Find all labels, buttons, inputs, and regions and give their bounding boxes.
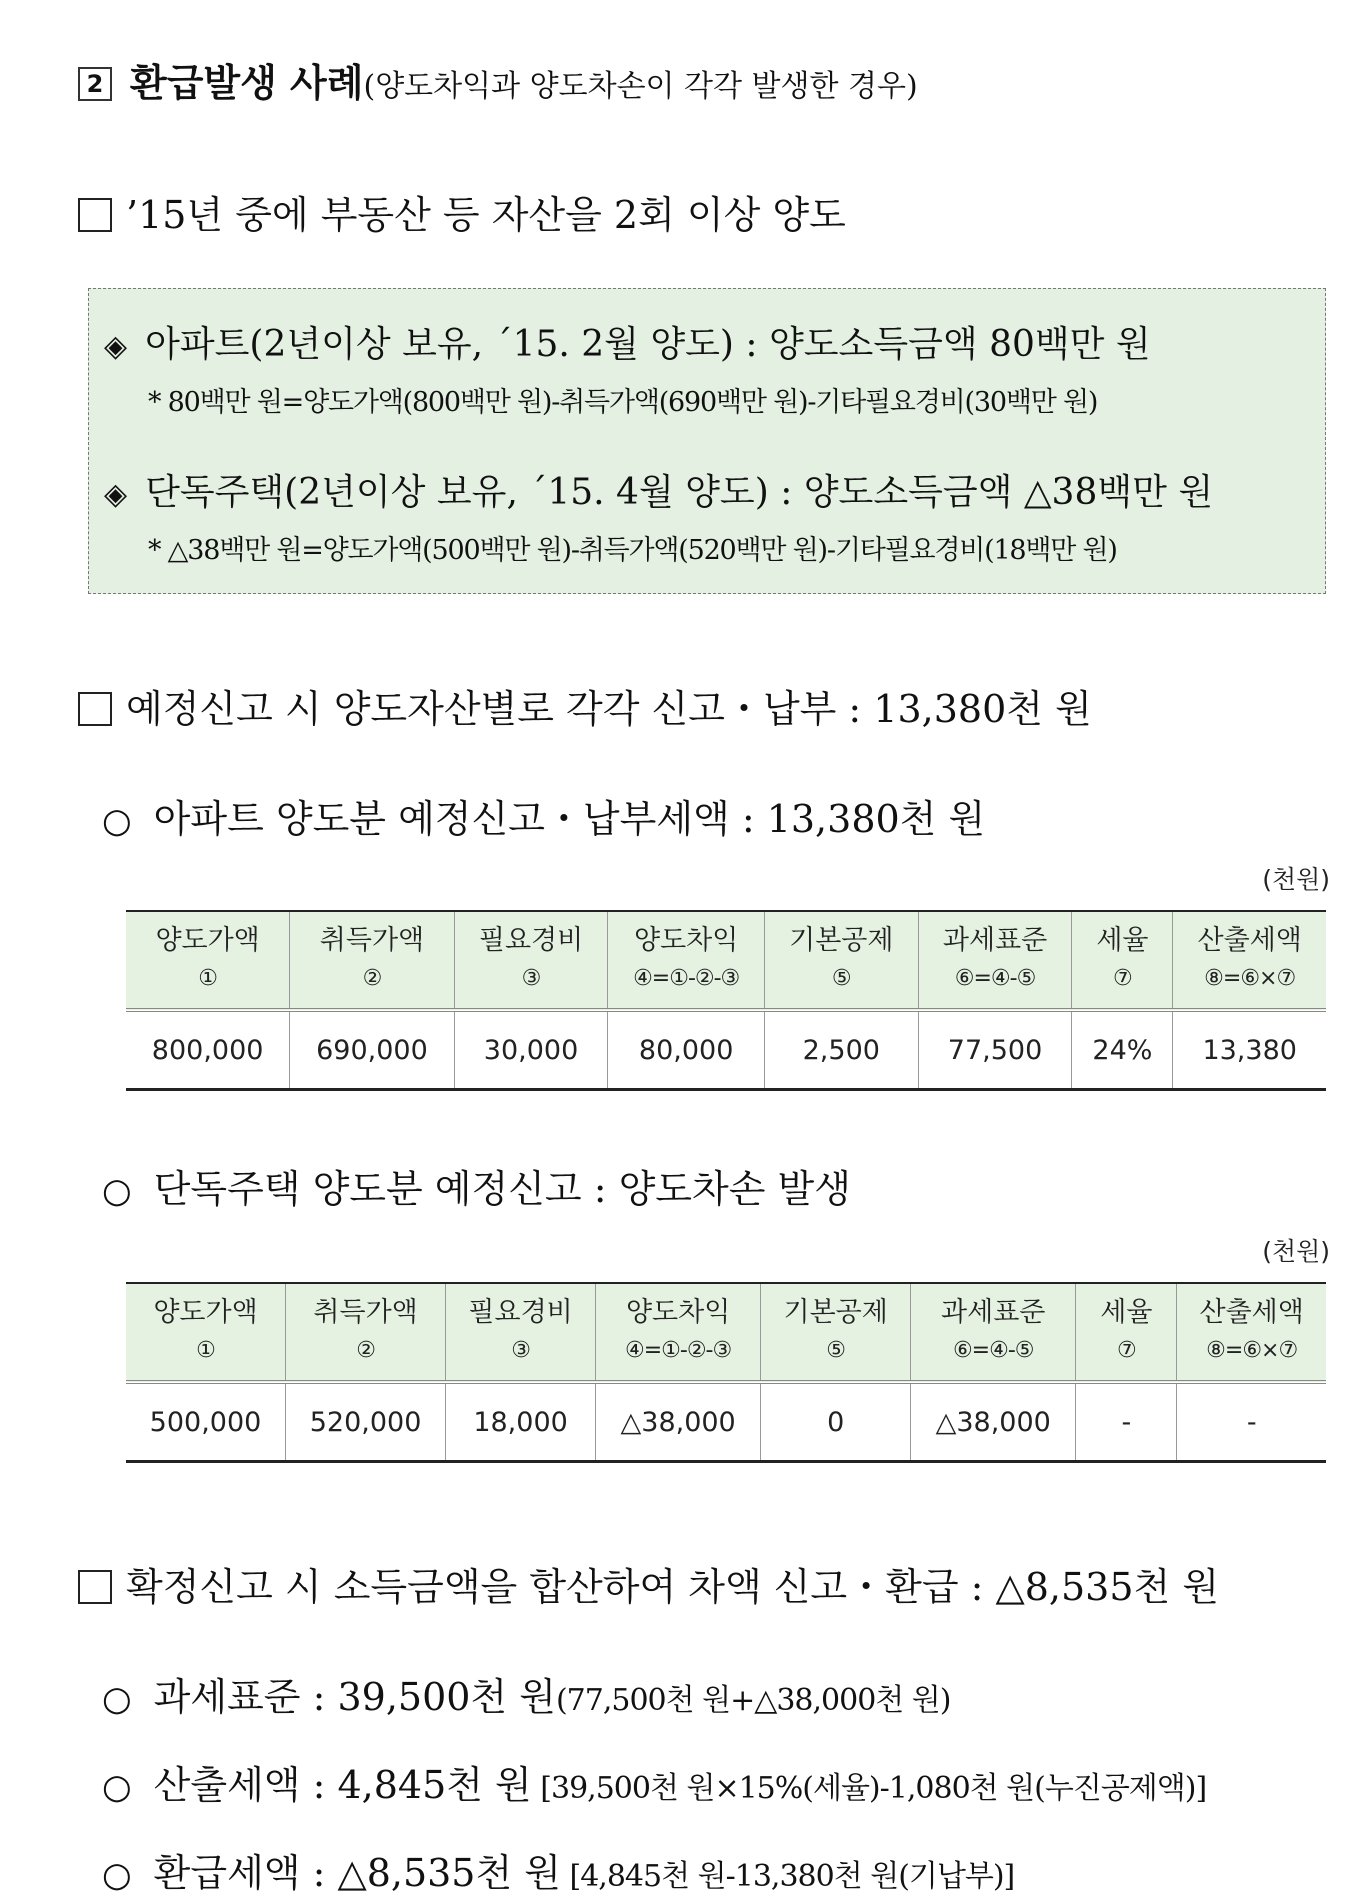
col-header: 양도가액 ①	[126, 911, 290, 1010]
unit-label: (천원)	[1262, 1237, 1330, 1266]
house-tax-table	[126, 1282, 1326, 1463]
final-line-computed-tax	[102, 1754, 1206, 1809]
checkbox-square-icon	[78, 198, 112, 232]
table-cell: 500,000	[126, 1382, 285, 1462]
final-line-tax-base	[102, 1666, 951, 1721]
table-header-row	[126, 911, 1326, 1010]
table-cell: 520,000	[285, 1382, 445, 1462]
section-subtitle: (양도차익과 양도차손이 각각 발생한 경우)	[363, 69, 918, 104]
table-row	[126, 1382, 1326, 1462]
section-title-text: 환급발생 사례	[130, 60, 364, 105]
table-header-row	[126, 1283, 1326, 1382]
circle-bullet-icon: ○	[102, 801, 132, 841]
table-cell: 13,380	[1173, 1010, 1326, 1090]
table-row	[126, 1010, 1326, 1090]
table-cell: 2,500	[764, 1010, 918, 1090]
table-cell: 24%	[1072, 1010, 1173, 1090]
table-cell: 80,000	[608, 1010, 764, 1090]
final-heading	[78, 1556, 1219, 1611]
final-line-detail: (77,500천 원+△38,000천 원)	[555, 1683, 951, 1718]
preliminary-heading-text: 예정신고 시 양도자산별로 각각 신고・납부 : 13,380천 원	[126, 687, 1092, 731]
example-item-2-text: 단독주택(2년이상 보유, ´15. 4월 양도) : 양도소득금액 △38백만 원	[145, 472, 1214, 513]
section-title	[78, 52, 918, 107]
final-line-main: 환급세액 : △8,535천 원	[153, 1851, 561, 1895]
col-header: 양도가액 ①	[126, 1283, 285, 1382]
house-heading-text: 단독주택 양도분 예정신고 : 양도차손 발생	[153, 1167, 851, 1211]
table-cell: 18,000	[446, 1382, 596, 1462]
table-cell: 30,000	[454, 1010, 608, 1090]
table-cell: -	[1177, 1382, 1326, 1462]
intro-heading-text: ’15년 중에 부동산 등 자산을 2회 이상 양도	[126, 193, 846, 237]
final-line-main: 산출세액 : 4,845천 원	[153, 1763, 532, 1807]
apartment-heading	[102, 788, 985, 843]
diamond-bullet-icon: ◈	[104, 329, 128, 364]
circle-bullet-icon: ○	[102, 1767, 132, 1807]
final-heading-text: 확정신고 시 소득금액을 합산하여 차액 신고・환급 : △8,535천 원	[126, 1565, 1220, 1609]
section-number-box: 2	[78, 67, 112, 101]
final-line-refund	[102, 1842, 1014, 1897]
table-cell: -	[1076, 1382, 1177, 1462]
col-header: 취득가액 ②	[290, 911, 454, 1010]
house-heading	[102, 1158, 851, 1213]
col-header: 필요경비 ③	[454, 911, 608, 1010]
table-cell: 0	[761, 1382, 911, 1462]
col-header: 기본공제 ⑤	[761, 1283, 911, 1382]
col-header: 세율 ⑦	[1072, 911, 1173, 1010]
preliminary-heading	[78, 678, 1092, 733]
circle-bullet-icon: ○	[102, 1855, 132, 1895]
circle-bullet-icon: ○	[102, 1679, 132, 1719]
checkbox-square-icon	[78, 692, 112, 726]
col-header: 기본공제 ⑤	[764, 911, 918, 1010]
diamond-bullet-icon: ◈	[104, 477, 128, 512]
final-line-main: 과세표준 : 39,500천 원	[153, 1675, 556, 1719]
col-header: 과세표준 ⑥=④-⑤	[911, 1283, 1076, 1382]
col-header: 양도차익 ④=①-②-③	[595, 1283, 760, 1382]
checkbox-square-icon	[78, 1570, 112, 1604]
col-header: 과세표준 ⑥=④-⑤	[918, 911, 1072, 1010]
table-cell: △38,000	[911, 1382, 1076, 1462]
table-cell: 690,000	[290, 1010, 454, 1090]
final-line-detail: [4,845천 원-13,380천 원(기납부)]	[560, 1859, 1015, 1894]
example-item-2	[104, 464, 1213, 515]
example-note-1: * 80백만 원=양도가액(800백만 원)-취득가액(690백만 원)-기타필요경비(30백만 원)	[148, 387, 1098, 418]
table-cell: 800,000	[126, 1010, 290, 1090]
unit-label: (천원)	[1262, 865, 1330, 894]
col-header: 산출세액 ⑧=⑥×⑦	[1177, 1283, 1326, 1382]
col-header: 산출세액 ⑧=⑥×⑦	[1173, 911, 1326, 1010]
col-header: 세율 ⑦	[1076, 1283, 1177, 1382]
col-header: 취득가액 ②	[285, 1283, 445, 1382]
col-header: 필요경비 ③	[446, 1283, 596, 1382]
example-note-2: * △38백만 원=양도가액(500백만 원)-취득가액(520백만 원)-기타필요경비(18백만 원)	[148, 535, 1117, 566]
circle-bullet-icon: ○	[102, 1171, 132, 1211]
example-item-1	[104, 316, 1151, 367]
table-cell: △38,000	[595, 1382, 760, 1462]
table-cell: 77,500	[918, 1010, 1072, 1090]
example-item-1-text: 아파트(2년이상 보유, ´15. 2월 양도) : 양도소득금액 80백만 원	[145, 324, 1151, 365]
apartment-tax-table	[126, 910, 1326, 1091]
intro-heading	[78, 184, 846, 239]
col-header: 양도차익 ④=①-②-③	[608, 911, 764, 1010]
final-line-detail: [39,500천 원×15%(세율)-1,080천 원(누진공제액)]	[531, 1771, 1207, 1806]
apartment-heading-text: 아파트 양도분 예정신고・납부세액 : 13,380천 원	[153, 797, 986, 841]
